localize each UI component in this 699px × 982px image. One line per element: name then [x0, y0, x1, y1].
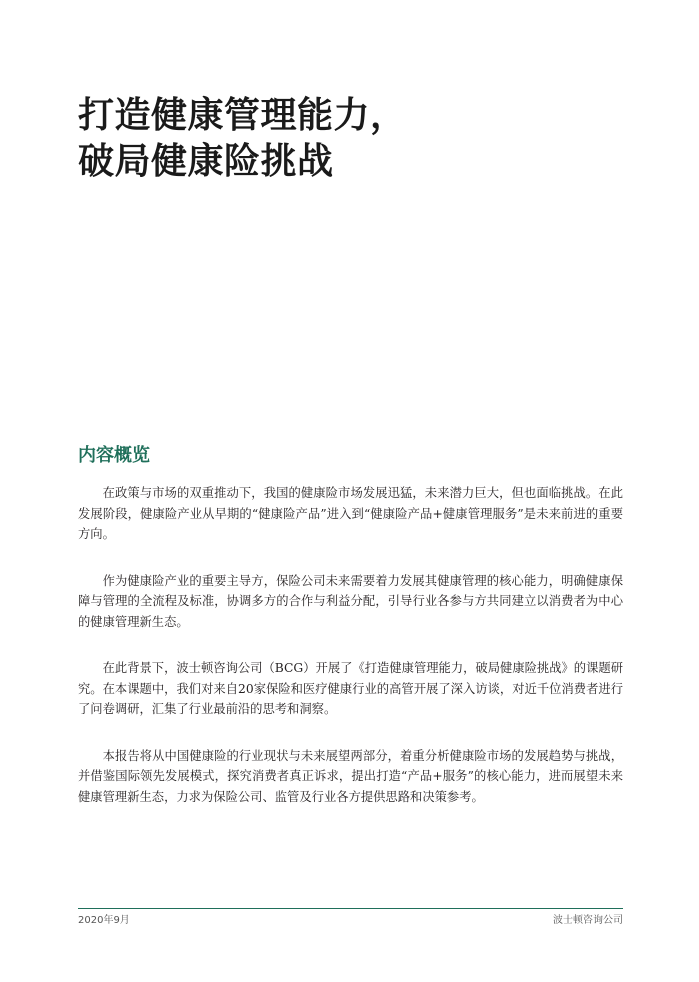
footer-date: 2020年9月: [78, 915, 130, 926]
report-title-line-1: 打造健康管理能力，: [78, 94, 407, 136]
report-title: [78, 92, 407, 184]
overview-paragraph-4: 本报告将从中国健康险的行业现状与未来展望两部分，着重分析健康险市场的发展趋势与挑战，并借鉴国际领先发展模式，探究消费者真正诉求，提出打造“产品+服务”的核心能力，进而展望未来健康管理新生态，力求为保险公司、监管及行业各方提供思路和决策参考。: [78, 748, 623, 804]
footer-divider: [78, 908, 623, 909]
overview-paragraph-1: 在政策与市场的双重推动下，我国的健康险市场发展迅猛，未来潜力巨大，但也面临挑战。在此发展阶段，健康险产业从早期的“健康险产品”进入到“健康险产品+健康管理服务”是未来前进的重要方向。: [78, 486, 623, 541]
overview-paragraph-2: 作为健康险产业的重要主导方，保险公司未来需要着力发展其健康管理的核心能力，明确健康保障与管理的全流程及标准，协调多方的合作与利益分配，引导行业各参与方共同建立以消费者为中心的健康管理新生态。: [78, 573, 623, 629]
report-title-line-2: 破局健康险挑战: [78, 140, 334, 182]
footer-company: 波士顿咨询公司: [553, 915, 623, 926]
overview-body: [78, 483, 623, 833]
section-heading-overview: 内容概览: [78, 445, 150, 466]
overview-paragraph-3: 在此背景下，波士顿咨询公司（BCG）开展了《打造健康管理能力，破局健康险挑战》的课题研究。在本课题中，我们对来自20家保险和医疗健康行业的高管开展了深入访谈，对近千位消费者进行了问卷调研，汇集了行业最前沿的思考和洞察。: [78, 661, 623, 716]
